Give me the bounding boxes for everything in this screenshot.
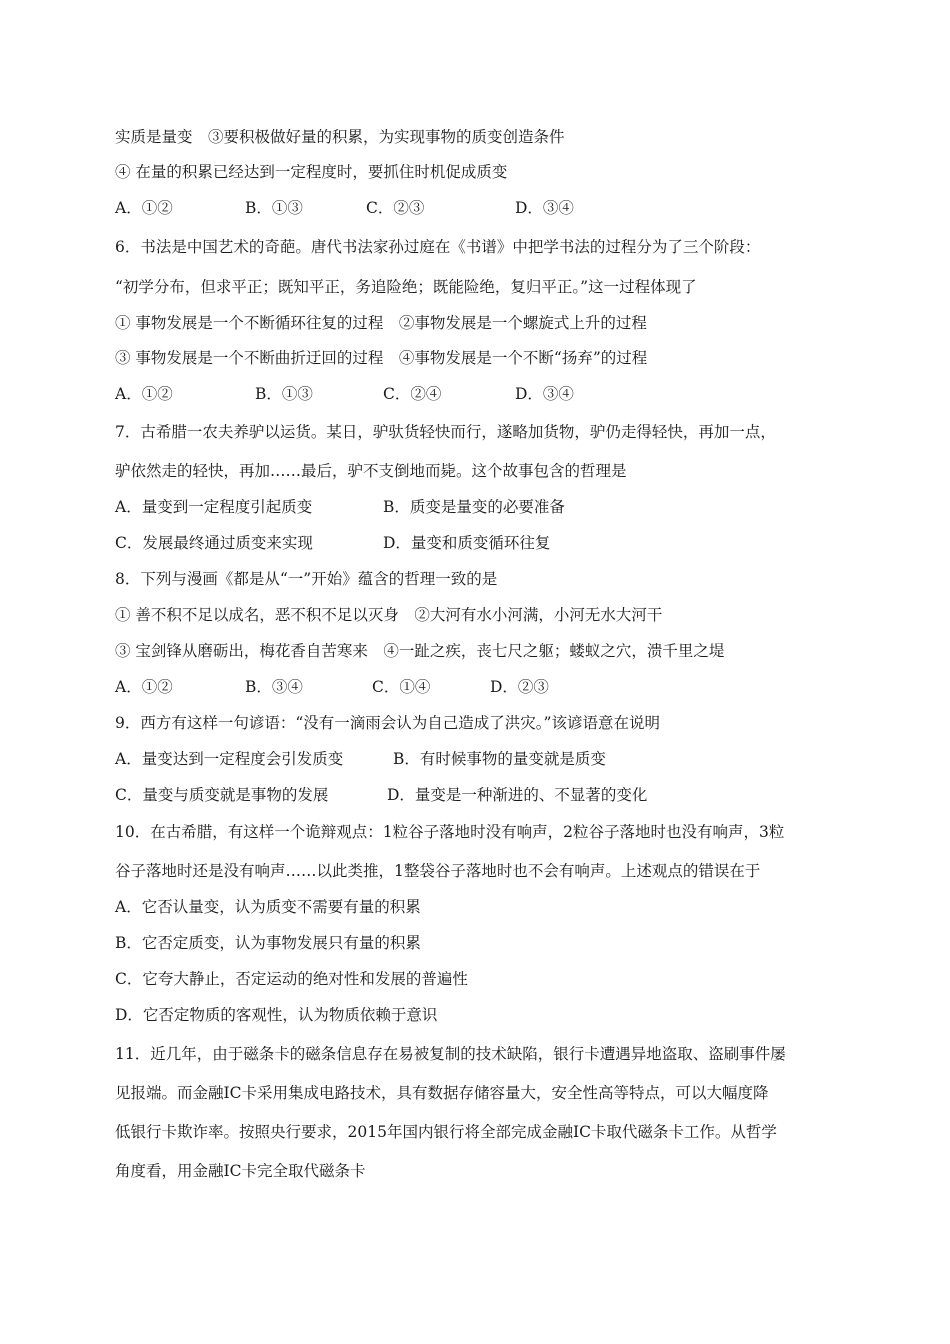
option-d: D．③④	[515, 199, 574, 217]
option-a: A．①②	[115, 199, 173, 217]
text-line: ① 事物发展是一个不断循环往复的过程 ②事物发展是一个螺旋式上升的过程	[115, 314, 647, 332]
question-7: 7．古希腊一农夫养驴以运货。某日，驴驮货轻快而行，遂略加货物，驴仍走得轻快，再加一点，	[115, 423, 776, 441]
question-9: 9．西方有这样一句谚语：“没有一滴雨会认为自己造成了洪灾。”该谚语意在说明	[115, 714, 660, 732]
option-c: C．它夸大静止，否定运动的绝对性和发展的普遍性	[115, 970, 468, 988]
text-line: 低银行卡欺诈率。按照央行要求，2015年国内银行将全部完成金融IC卡取代磁条卡工作。从哲学	[115, 1123, 777, 1141]
text-line: 见报端。而金融IC卡采用集成电路技术，具有数据存储容量大，安全性高等特点，可以大幅度降	[115, 1084, 769, 1102]
question-8: 8．下列与漫画《都是从“一”开始》蕴含的哲理一致的是	[115, 570, 498, 588]
option-a: A．它否认量变，认为质变不需要有量的积累	[115, 898, 421, 916]
text-line: 实质是量变 ③要积极做好量的积累，为实现事物的质变创造条件	[115, 128, 565, 146]
option-a: A．①②	[115, 385, 173, 403]
text-line: ③ 宝剑锋从磨砺出，梅花香自苦寒来 ④一趾之疾，丧七尺之躯；蝼蚁之穴，溃千里之堤	[115, 642, 725, 660]
option-d: D．③④	[515, 385, 574, 403]
text-line: ① 善不积不足以成名，恶不积不足以灭身 ②大河有水小河满，小河无水大河干	[115, 606, 663, 624]
option-b: B．有时候事物的量变就是质变	[393, 750, 606, 768]
option-b: B．质变是量变的必要准备	[383, 498, 565, 516]
text-line: ③ 事物发展是一个不断曲折迂回的过程 ④事物发展是一个不断“扬弃”的过程	[115, 349, 648, 367]
option-c: C．②④	[383, 385, 442, 403]
option-b: B．③④	[245, 678, 303, 696]
option-a: A．量变到一定程度引起质变	[115, 498, 313, 516]
option-d: D．量变和质变循环往复	[383, 534, 551, 552]
option-d: D．它否定物质的客观性，认为物质依赖于意识	[115, 1006, 438, 1024]
option-b: B．①③	[255, 385, 313, 403]
option-d: D．②③	[490, 678, 549, 696]
text-line: 角度看，用金融IC卡完全取代磁条卡	[115, 1162, 366, 1180]
option-b: B．它否定质变，认为事物发展只有量的积累	[115, 934, 421, 952]
option-a: A．量变达到一定程度会引发质变	[115, 750, 344, 768]
option-c: C．量变与质变就是事物的发展	[115, 786, 329, 804]
text-line: ④ 在量的积累已经达到一定程度时，要抓住时机促成质变	[115, 163, 508, 181]
option-b: B．①③	[245, 199, 303, 217]
option-a: A．①②	[115, 678, 173, 696]
question-11: 11．近几年，由于磁条卡的磁条信息存在易被复制的技术缺陷，银行卡遭遇异地盗取、盗刷事件屡	[115, 1045, 786, 1063]
option-c: C．发展最终通过质变来实现	[115, 534, 313, 552]
question-6: 6．书法是中国艺术的奇葩。唐代书法家孙过庭在《书谱》中把学书法的过程分为了三个阶段：	[115, 238, 761, 256]
option-c: C．①④	[372, 678, 431, 696]
text-line: “初学分布，但求平正；既知平正，务追险绝；既能险绝，复归平正。”这一过程体现了	[115, 278, 697, 296]
option-c: C．②③	[366, 199, 425, 217]
text-line: 谷子落地时还是没有响声……以此类推，1整袋谷子落地时也不会有响声。上述观点的错误在于	[115, 862, 761, 880]
question-10: 10．在古希腊，有这样一个诡辩观点：1粒谷子落地时没有响声，2粒谷子落地时也没有响声，3粒	[115, 823, 785, 841]
text-line: 驴依然走的轻快，再加……最后，驴不支倒地而毙。这个故事包含的哲理是	[115, 462, 627, 480]
option-d: D．量变是一种渐进的、不显著的变化	[387, 786, 648, 804]
